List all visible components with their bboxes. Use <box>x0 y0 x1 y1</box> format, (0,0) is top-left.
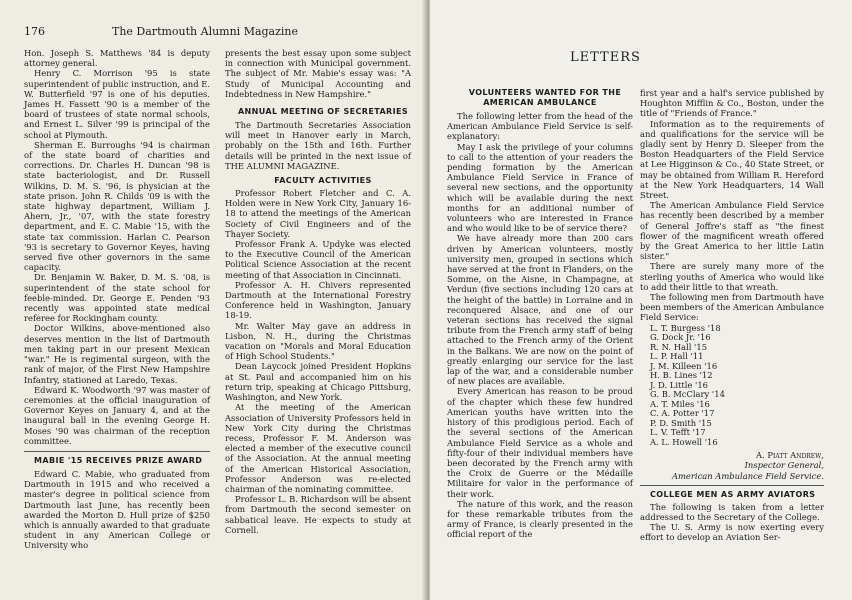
section-divider <box>640 485 824 486</box>
paragraph: Henry C. Morrison '95 is state superintendent of public instruction, and E. W. Butterfield '97 is one of his deputies. James H. Fassett '90 is a member of the board of trustees of state normal schools, and Ernest L. Silver '99 is principal of the school at Plymouth. <box>24 68 210 140</box>
paragraph: Sherman E. Burroughs '94 is chairman of the state board of charities and corrections. Dr. Charles H. Duncan '98 is state bacteriologist, and Dr. Russell Wilkins, D. M. S. '96, is physician at the state prison. John R. Childs '09 is with the state highway department, William J. Ahern, Jr., '07, with the state forestry department, and E. C. Mabie '15, with the state tax commission. Harlan C. Pearson '93 is secretary to Governor Keyes, having served five other governors in the same capacity. <box>24 139 210 273</box>
volunteers-heading: VOLUNTEERS WANTED FOR THE AMERICAN AMBULANCE <box>468 88 622 107</box>
paragraph: first year and a half's service published by Houghton Mifflin & Co., Boston, under the title of "Friends of France." <box>640 88 824 119</box>
paragraph: There are surely many more of the sterling youths of America who would like to add their little to that wreath. <box>640 261 824 292</box>
paragraph: The following letter from the head of the American Ambulance Field Service is self-explanatory: <box>447 111 633 142</box>
member-name: C. A. Potter '17 <box>650 408 715 419</box>
faculty-heading: FACULTY ACTIVITIES <box>274 176 372 186</box>
right-column-1 <box>447 88 633 540</box>
member-name: H. B. Lines '12 <box>650 370 713 381</box>
paragraph: Information as to the requirements of and qualifications for the service will be gladly sent by Henry D. Sleeper from the Boston Headquarters of the Field Service at Lee Higginson & Co., 40 State Street, or may be obtained from William R. Hereford at the New York Headquarters, 14 Wall Street. <box>640 118 824 201</box>
signature-name: A. Piatt Andrew, <box>756 450 824 461</box>
letter-paragraph: The nature of this work, and the reason for these remarkable tributes from the army of France, is clearly presented in the official report of the <box>447 498 633 540</box>
signature-title: Inspector General, <box>744 460 824 471</box>
signature-organization: American Ambulance Field Service. <box>671 470 824 481</box>
member-name: J. M. Killeen '16 <box>650 360 718 371</box>
left-column-1 <box>24 48 210 551</box>
member-name: P. D. Smith '15 <box>650 417 712 428</box>
member-name: G. B. McClary '14 <box>650 389 725 400</box>
member-name: G. Dock Jr. '16 <box>650 332 711 343</box>
member-name: L. P. Hall '11 <box>650 351 704 362</box>
aviators-heading: COLLEGE MEN AS ARMY AVIATORS <box>650 489 816 499</box>
paragraph: The following men from Dartmouth have been members of the American Ambulance Field Service: <box>640 292 824 323</box>
running-head: The Dartmouth Alumni Magazine <box>112 25 299 38</box>
member-list <box>650 324 824 448</box>
paragraph: Dean Laycock joined President Hopkins at St. Paul and accompanied him on his return trip, speaking at Chicago Pittsburg, Washington, and New York. <box>225 361 411 403</box>
member-name: J. D. Little '16 <box>650 379 708 390</box>
paragraph: The following is taken from a letter addressed to the Secretary of the College. <box>640 501 824 522</box>
letter-paragraph: May I ask the privilege of your columns to call to the attention of your readers the pending formation by the American Ambulance Field Service in France of several new sections, and the opportunity which will be available during the next months for an additional number of volunteers who are interested in France and who would like to be of service there? <box>447 141 633 234</box>
paragraph: The Dartmouth Secretaries Association will meet in Hanover early in March, probably on the 15th and 16th. Further details will be printed in the next issue of THE ALUMNI MAGAZINE. <box>225 120 411 171</box>
paragraph: Edward C. Mabie, who graduated from Dartmouth in 1915 and who received a master's degree in political science from Dartmouth last June, has recently been awarded the Morton D. Hull prize of $250 which is annually awarded to that graduate student in any American College or University who <box>24 468 210 551</box>
paragraph: Dr. Benjamin W. Baker, D. M. S. '08, is superintendent of the state school for feeble-minded. Dr. George E. Penden '93 recently was appointed state medical referee for Rockingham county. <box>24 272 210 324</box>
paragraph: Edward K. Woodworth '97 was master of ceremonies at the official inauguration of Governor Keyes on January 4, and at the inaugural ball in the evening George H. Moses '90 was chairman of the reception committee. <box>24 384 210 446</box>
member-name: A. T. Miles '16 <box>650 398 710 409</box>
paragraph: At the meeting of the American Association of University Professors held in New York City during the Christmas recess, Professor F. M. Anderson was elected a member of the executive council of the Association. At the annual meeting of the American Historical Association, Professor Anderson was re-elected chairman of the nominating committee. <box>225 402 411 494</box>
right-column-2 <box>640 88 824 543</box>
section-divider <box>24 451 210 452</box>
letter-paragraph: Every American has reason to be proud of the chapter which these few hundred American youths have written into the history of this prodigious period. Each of the several sections of the American Ambulance Field Service as a whole and fifty-four of their individual members have been decorated by the French army with the Croix de Guerre or the Médaille Militaire for valor in the performance of their work. <box>447 386 633 499</box>
member-name: A. L. Howell '16 <box>650 436 718 447</box>
paragraph: Professor A. H. Chivers represented Dartmouth at the International Forestry Conference held in Washington, January 18-19. <box>225 279 411 321</box>
paragraph: The American Ambulance Field Service has recently been described by a member of General Joffre's staff as "the finest flower of the magnificent wreath offered by the Great America to her little Latin sister." <box>640 200 824 262</box>
member-name: L. T. Burgess '18 <box>650 322 721 333</box>
page-number: 176 <box>24 25 45 38</box>
section-title: LETTERS <box>570 50 641 65</box>
mabie-heading: MABIE '15 RECEIVES PRIZE AWARD <box>34 455 203 465</box>
paragraph: Professor L. B. Richardson will be absent from Dartmouth the second semester on sabbatical leave. He expects to study at Cornell. <box>225 494 411 535</box>
paragraph: presents the best essay upon some subject in connection with Municipal government. The subject of Mr. Mabie's essay was: "A Study of Municipal Accounting and Indebtedness in New Hampshire." <box>225 48 411 99</box>
member-name: R. N. Hall '15 <box>650 341 708 352</box>
left-column-2 <box>225 48 411 535</box>
paragraph: Hon. Joseph S. Matthews '84 is deputy attorney general. <box>24 48 210 69</box>
paragraph: Professor Frank A. Updyke was elected to the Executive Council of the American Political Science Association at the recent meeting of that Association in Cincinnati. <box>225 239 411 280</box>
member-name: L. V. Tefft '17 <box>650 427 706 438</box>
paragraph: Doctor Wilkins, above-mentioned also deserves mention in the list of Dartmouth men taking part in our present Mexican "war." He is regimental surgeon, with the rank of major, of the First New Hampshire Infantry, stationed at Laredo, Texas. <box>24 323 210 385</box>
paragraph: Mr. Walter May gave an address in Lisbon, N. H., during the Christmas vacation on "Morals and Moral Education of High School Students." <box>225 320 411 362</box>
letter-paragraph: We have already more than 200 cars driven by American volunteers, mostly university men, grouped in sections which have served at the front in Flanders, on the Somme, on the Aisne, in Champagne, at Verdun (five sections including 120 cars at the height of the battle) in Lorraine and in reconquered Alsace, and one of our veteran sections has received the signal tribute from the French army staff of being attached to the French army of the Orient in the Balkans. We are now on the point of greatly enlarging our service for the last lap of the war, and a considerable number of new places are available. <box>447 233 633 387</box>
paragraph: The U. S. Army is now exerting every effort to develop an Aviation Ser- <box>640 522 824 543</box>
secretaries-heading: ANNUAL MEETING OF SECRETARIES <box>237 107 409 117</box>
paragraph: Professor Robert Fletcher and C. A. Holden were in New York City, January 16-18 to attend the meetings of the American Society of Civil Engineers and of the Thayer Society. <box>225 188 411 239</box>
